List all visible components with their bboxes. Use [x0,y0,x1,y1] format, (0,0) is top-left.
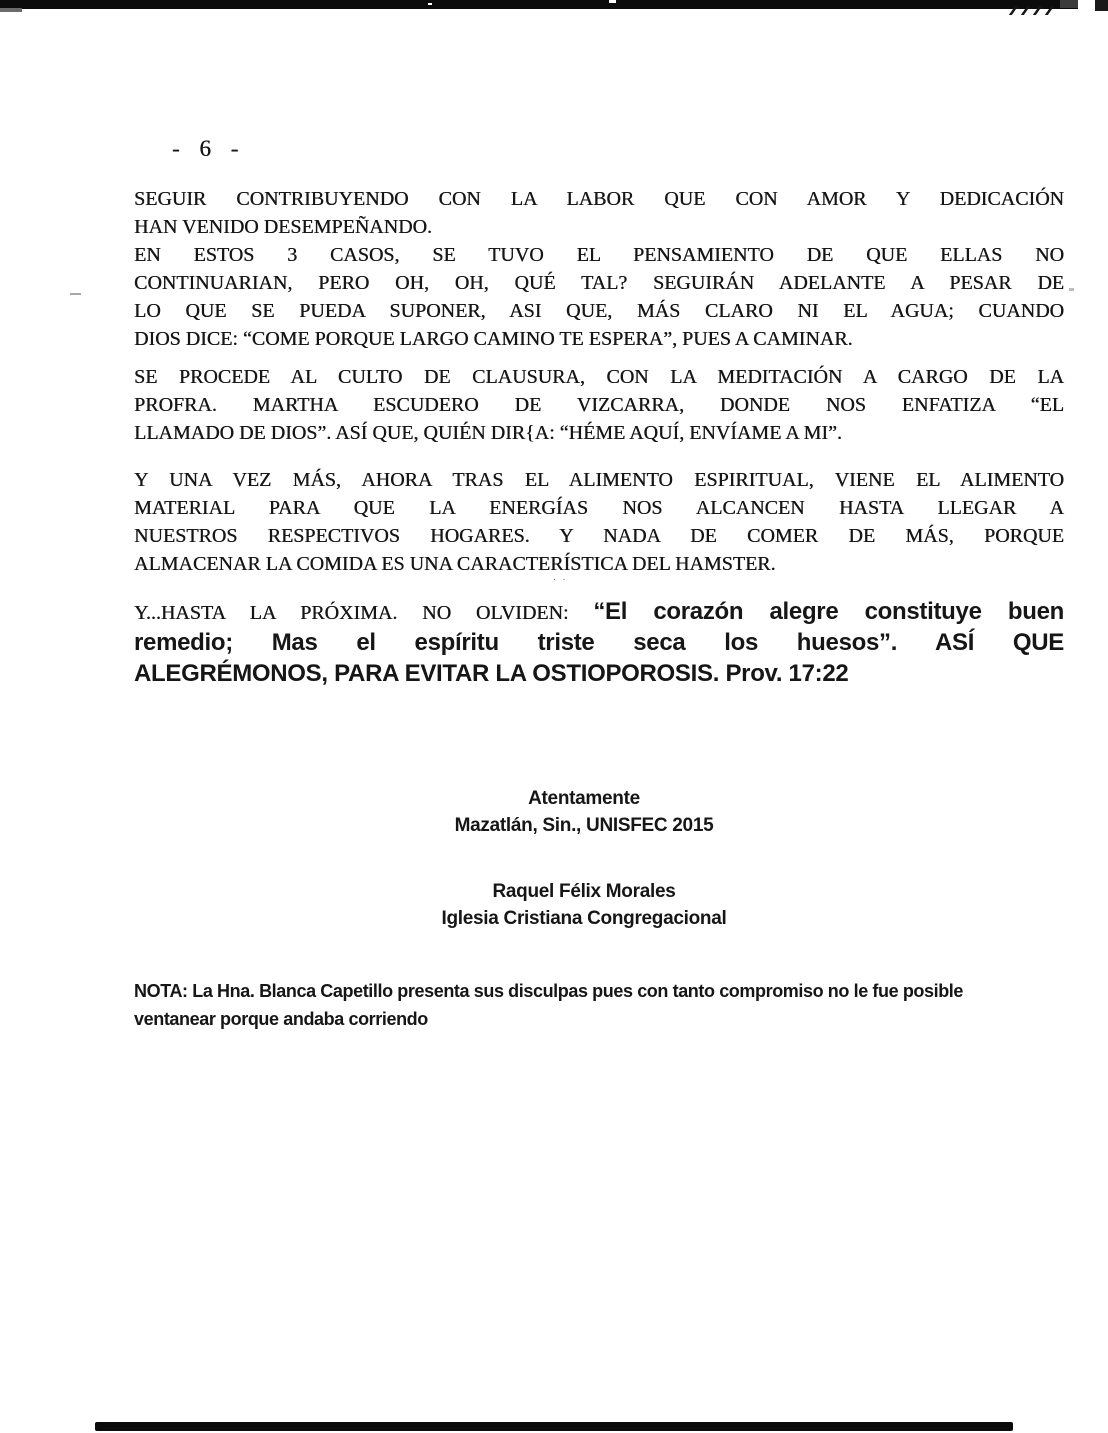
text-segment: HAN VENIDO DESEMPEÑANDO. [134,216,432,238]
text-line [134,1006,1064,1034]
text-segment: ALEGRÉMONOS, PARA EVITAR LA OSTIOPOROSIS. Prov. 17:22 [134,660,849,687]
text-line [134,523,1064,551]
scan-artifact-bottom-bar [95,1422,1013,1431]
text-segment: Y UNA VEZ MÁS, AHORA TRAS EL ALIMENTO ESPIRITUAL, VIENE EL ALIMENTO [134,469,1064,491]
text-segment: LO QUE SE PUEDA SUPONER, ASI QUE, MÁS CLARO NI EL AGUA; CUANDO [134,300,1064,322]
text-line [134,186,1064,214]
text-line [134,629,1064,660]
text-line [134,392,1064,420]
scan-artifact-corner-blob [1095,0,1108,11]
text-line [134,298,1064,326]
text-line [134,598,1064,629]
paragraph-note [134,978,1064,1034]
scan-artifact-white-notch [609,0,616,3]
closing-salutation: Atentamente [528,788,640,809]
closing-place-date: Mazatlán, Sin., UNISFEC 2015 [454,815,714,836]
text-line [134,326,1064,354]
text-segment: PROFRA. MARTHA ESCUDERO DE VIZCARRA, DONDE NOS ENFATIZA “EL [134,394,1064,416]
scan-artifact-margin-dot [1069,288,1074,291]
signature-name: Raquel Félix Morales [492,881,676,902]
paragraph-p4 [134,598,1064,691]
text-segment: NOTA: La Hna. Blanca Capetillo presenta sus disculpas pues con tanto compromiso no le fue posible [134,981,964,1001]
scan-artifact-stray-dots: . . [553,572,568,583]
text-segment: LLAMADO DE DIOS”. ASÍ QUE, QUIÉN DIR{A: “HÉME AQUÍ, ENVÍAME A MI”. [134,422,842,444]
text-segment: DIOS DICE: “COME PORQUE LARGO CAMINO TE ESPERA”, PUES A CAMINAR. [134,328,853,350]
text-segment: remedio; Mas el espíritu triste seca los huesos”. ASÍ QUE [134,629,1064,656]
text-line [134,660,1064,691]
text-line [134,270,1064,298]
text-segment: EN ESTOS 3 CASOS, SE TUVO EL PENSAMIENTO DE QUE ELLAS NO [134,244,1064,266]
text-segment: Y...HASTA LA PRÓXIMA. NO OLVIDEN: [134,602,594,624]
signature-block [134,878,1034,932]
signature-organization: Iglesia Cristiana Congregacional [441,908,727,929]
closing-block [134,785,1034,839]
text-line [134,420,1064,448]
text-line [134,214,1064,242]
text-segment: “El corazón alegre constituye buen [593,598,1064,625]
scan-artifact-bar-tip [1060,0,1078,8]
text-segment: MATERIAL PARA QUE LA ENERGÍAS NOS ALCANCEN HASTA LLEGAR A [134,497,1064,519]
paragraph-p2 [134,364,1064,448]
text-segment: ventanear porque andaba corriendo [134,1009,428,1029]
text-segment: SE PROCEDE AL CULTO DE CLAUSURA, CON LA MEDITACIÓN A CARGO DE LA [134,366,1064,388]
text-line [134,242,1064,270]
page-number: - 6 - [172,136,246,161]
scan-artifact-top-bar [0,0,1078,9]
scan-artifact-margin-dash [70,293,81,295]
text-segment: ALMACENAR LA COMIDA ES UNA CARACTERÍSTICA DEL HAMSTER. [134,553,776,575]
text-segment: CONTINUARIAN, PERO OH, OH, QUÉ TAL? SEGUIRÁN ADELANTE A PESAR DE [134,272,1064,294]
text-segment: NUESTROS RESPECTIVOS HOGARES. Y NADA DE COMER DE MÁS, PORQUE [134,525,1064,547]
text-line [134,495,1064,523]
text-line [134,551,1064,579]
paragraph-p1 [134,186,1064,354]
paragraph-p3 [134,467,1064,579]
text-segment: SEGUIR CONTRIBUYENDO CON LA LABOR QUE CON AMOR Y DEDICACIÓN [134,188,1064,210]
text-line [134,364,1064,392]
text-line [134,467,1064,495]
scan-artifact-gray-stub [0,8,22,12]
text-line [134,978,1064,1006]
scan-artifact-white-speck [428,3,432,5]
